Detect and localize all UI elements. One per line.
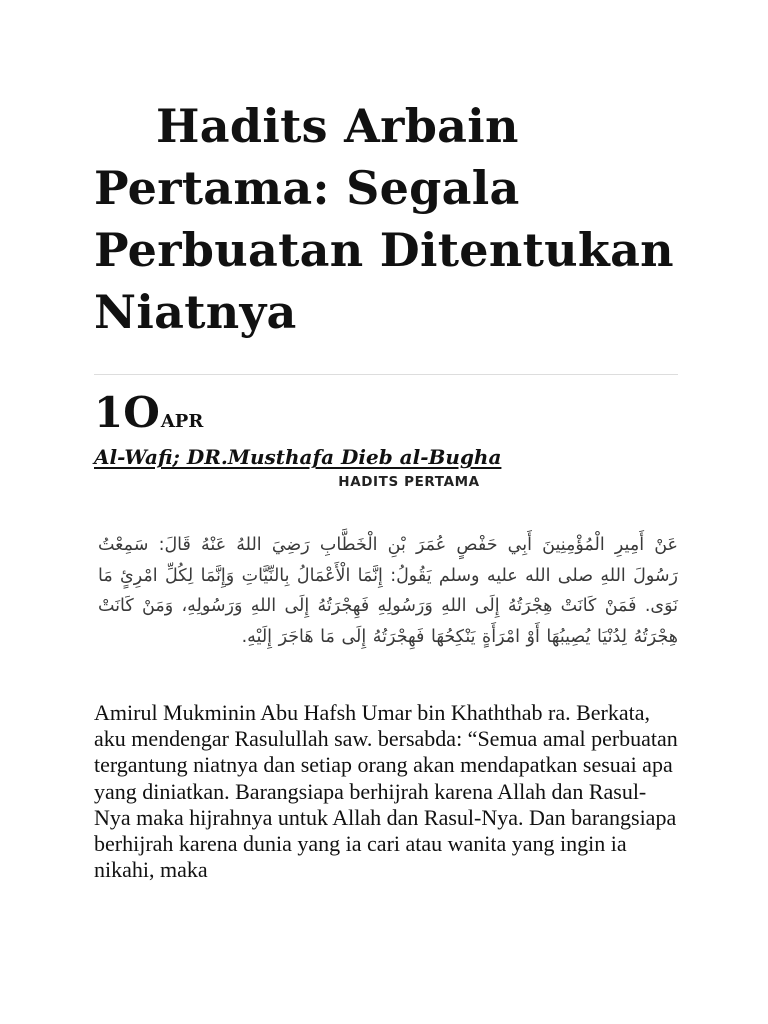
translation-paragraph: Amirul Mukminin Abu Hafsh Umar bin Khaththab ra. Berkata, aku mendengar Rasulullah saw. bersabda: “Semua amal perbuatan tergantung niatnya dan setiap orang akan mendapatkan sesuai apa yang diniatkan. Barangsiapa berhijrah karena Allah dan Rasul-Nya maka hijrahnya untuk Allah dan Rasul-Nya. Dan barangsiapa berhijrah karena dunia yang ia cari atau wanita yang ingin ia nikahi, maka [94,700,678,883]
figure-heading: HADITS PERTAMA [338,474,480,490]
hadith-arabic-image [94,470,678,692]
article-title [94,95,694,343]
arabic-hadith-text: عَنْ أَمِيرِ الْمُؤْمِنِينَ أَبِي حَفْصٍ عُمَرَ بْنِ الْخَطَّابِ رَضِيَ اللهُ عَنْهُ قَالَ: سَمِعْتُ رَسُولَ اللهِ صلى الله عليه وسلم يَقُولُ: إِنَّمَا الْأَعْمَالُ بِالنِّيَّاتِ وَإِنَّمَا لِكُلِّ امْرِئٍ مَا نَوَى. فَمَنْ كَانَتْ هِجْرَتُهُ إِلَى اللهِ وَرَسُولِهِ فَهِجْرَتُهُ إِلَى اللهِ وَرَسُولِهِ، وَمَنْ كَانَتْ هِجْرَتُهُ لِدُنْيَا يُصِيبُهَا أَوْ امْرَأَةٍ يَنْكِحُهَا فَهِجْرَتُهُ إِلَى مَا هَاجَرَ إِلَيْهِ. [98,535,678,647]
post-date-day: 1O [94,388,160,437]
post-date [94,388,203,438]
source-reference: Al-Wafi; DR.Musthafa Dieb al-Bugha [94,445,502,469]
title-divider [94,374,678,375]
article-title-text: Hadits Arbain Pertama: Segala Perbuatan Ditentukan Niatnya [94,99,674,339]
post-date-month: APR [160,411,204,432]
